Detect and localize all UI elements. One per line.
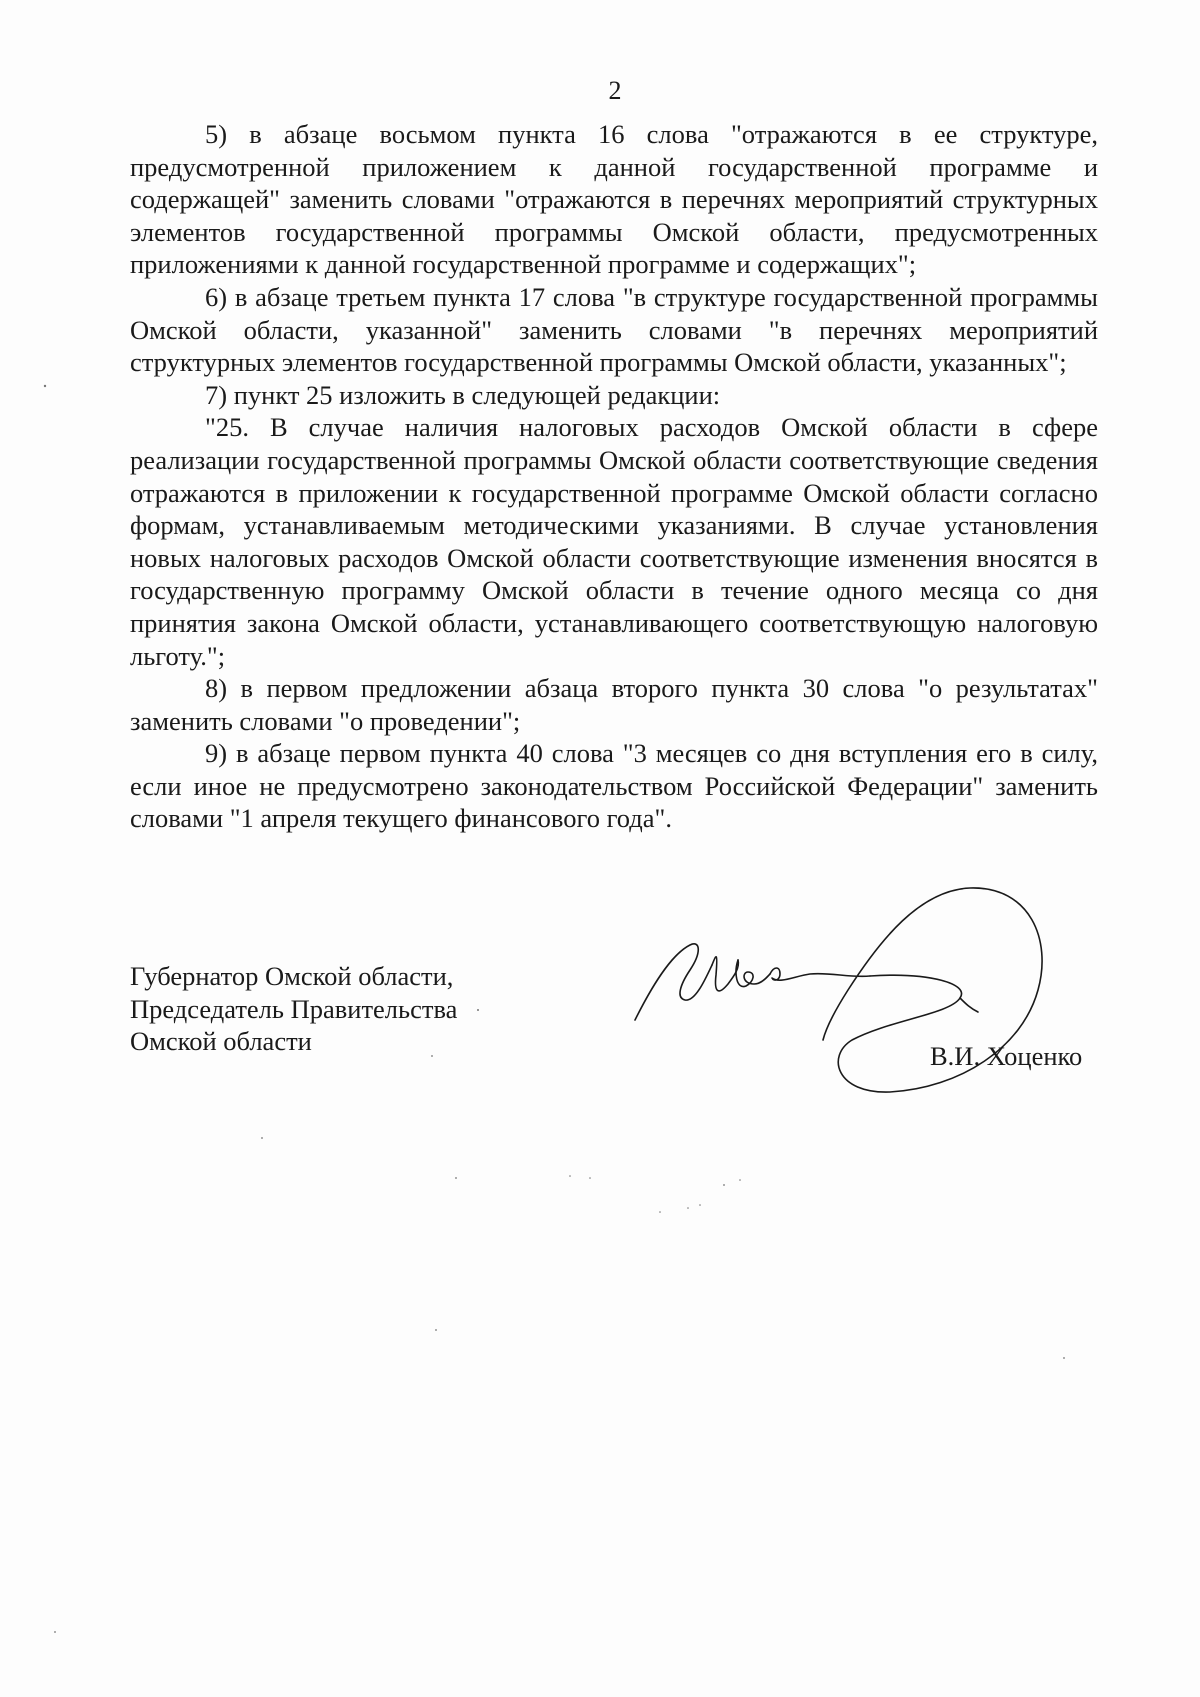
document-body xyxy=(130,118,1098,835)
amendment-item-7-new-text: "25. В случае наличия налоговых расходов Омской области в сфере реализации государственной программы Омской области соответствующие сведения отражаются в приложении к государственной программе Омской области согласно формам, устанавливаемым методическими указаниями. В случае установления новых налоговых расходов Омской области соответствующие изменения вносятся в государственную программу Омской области в течение одного месяца со дня принятия закона Омской области, устанавливающего соответствующую налоговую льготу."; xyxy=(130,412,1098,671)
handwritten-signature xyxy=(630,880,1083,1110)
amendment-item-9: 9) в абзаце первом пункта 40 слова "3 месяцев со дня вступления его в силу, если иное не предусмотрено законодательством Российской Федерации" заменить словами "1 апреля текущего финансового года". xyxy=(130,738,1098,834)
amendment-item-6: 6) в абзаце третьем пункта 17 слова "в структуре государственной программы Омской области, указанной" заменить словами "в перечнях мероприятий структурных элементов государственной программы Омской области, указанных"; xyxy=(130,281,1098,378)
signatory-title-line-3: Омской области xyxy=(130,1026,312,1057)
signatory-title xyxy=(130,960,457,1058)
amendment-item-5: 5) в абзаце восьмом пункта 16 слова "отражаются в ее структуре, предусмотренной приложением к данной государственной программе и содержащей" заменить словами "отражаются в перечнях мероприятий структурных элементов государственной программы Омской области, предусмотренных приложениями к данной государственной программе и содержащих"; xyxy=(130,119,1098,280)
amendment-item-7: 7) пункт 25 изложить в следующей редакции: xyxy=(205,379,721,410)
signatory-title-line-2: Председатель Правительства xyxy=(130,993,458,1024)
signatory-name: В.И. Хоценко xyxy=(930,1041,1083,1071)
signatory-title-line-1: Губернатор Омской области, xyxy=(130,961,454,991)
amendment-item-8: 8) в первом предложении абзаца второго пункта 30 слова "о результатах" заменить словами "о проведении"; xyxy=(130,673,1098,736)
page-number: 2 xyxy=(608,76,622,105)
